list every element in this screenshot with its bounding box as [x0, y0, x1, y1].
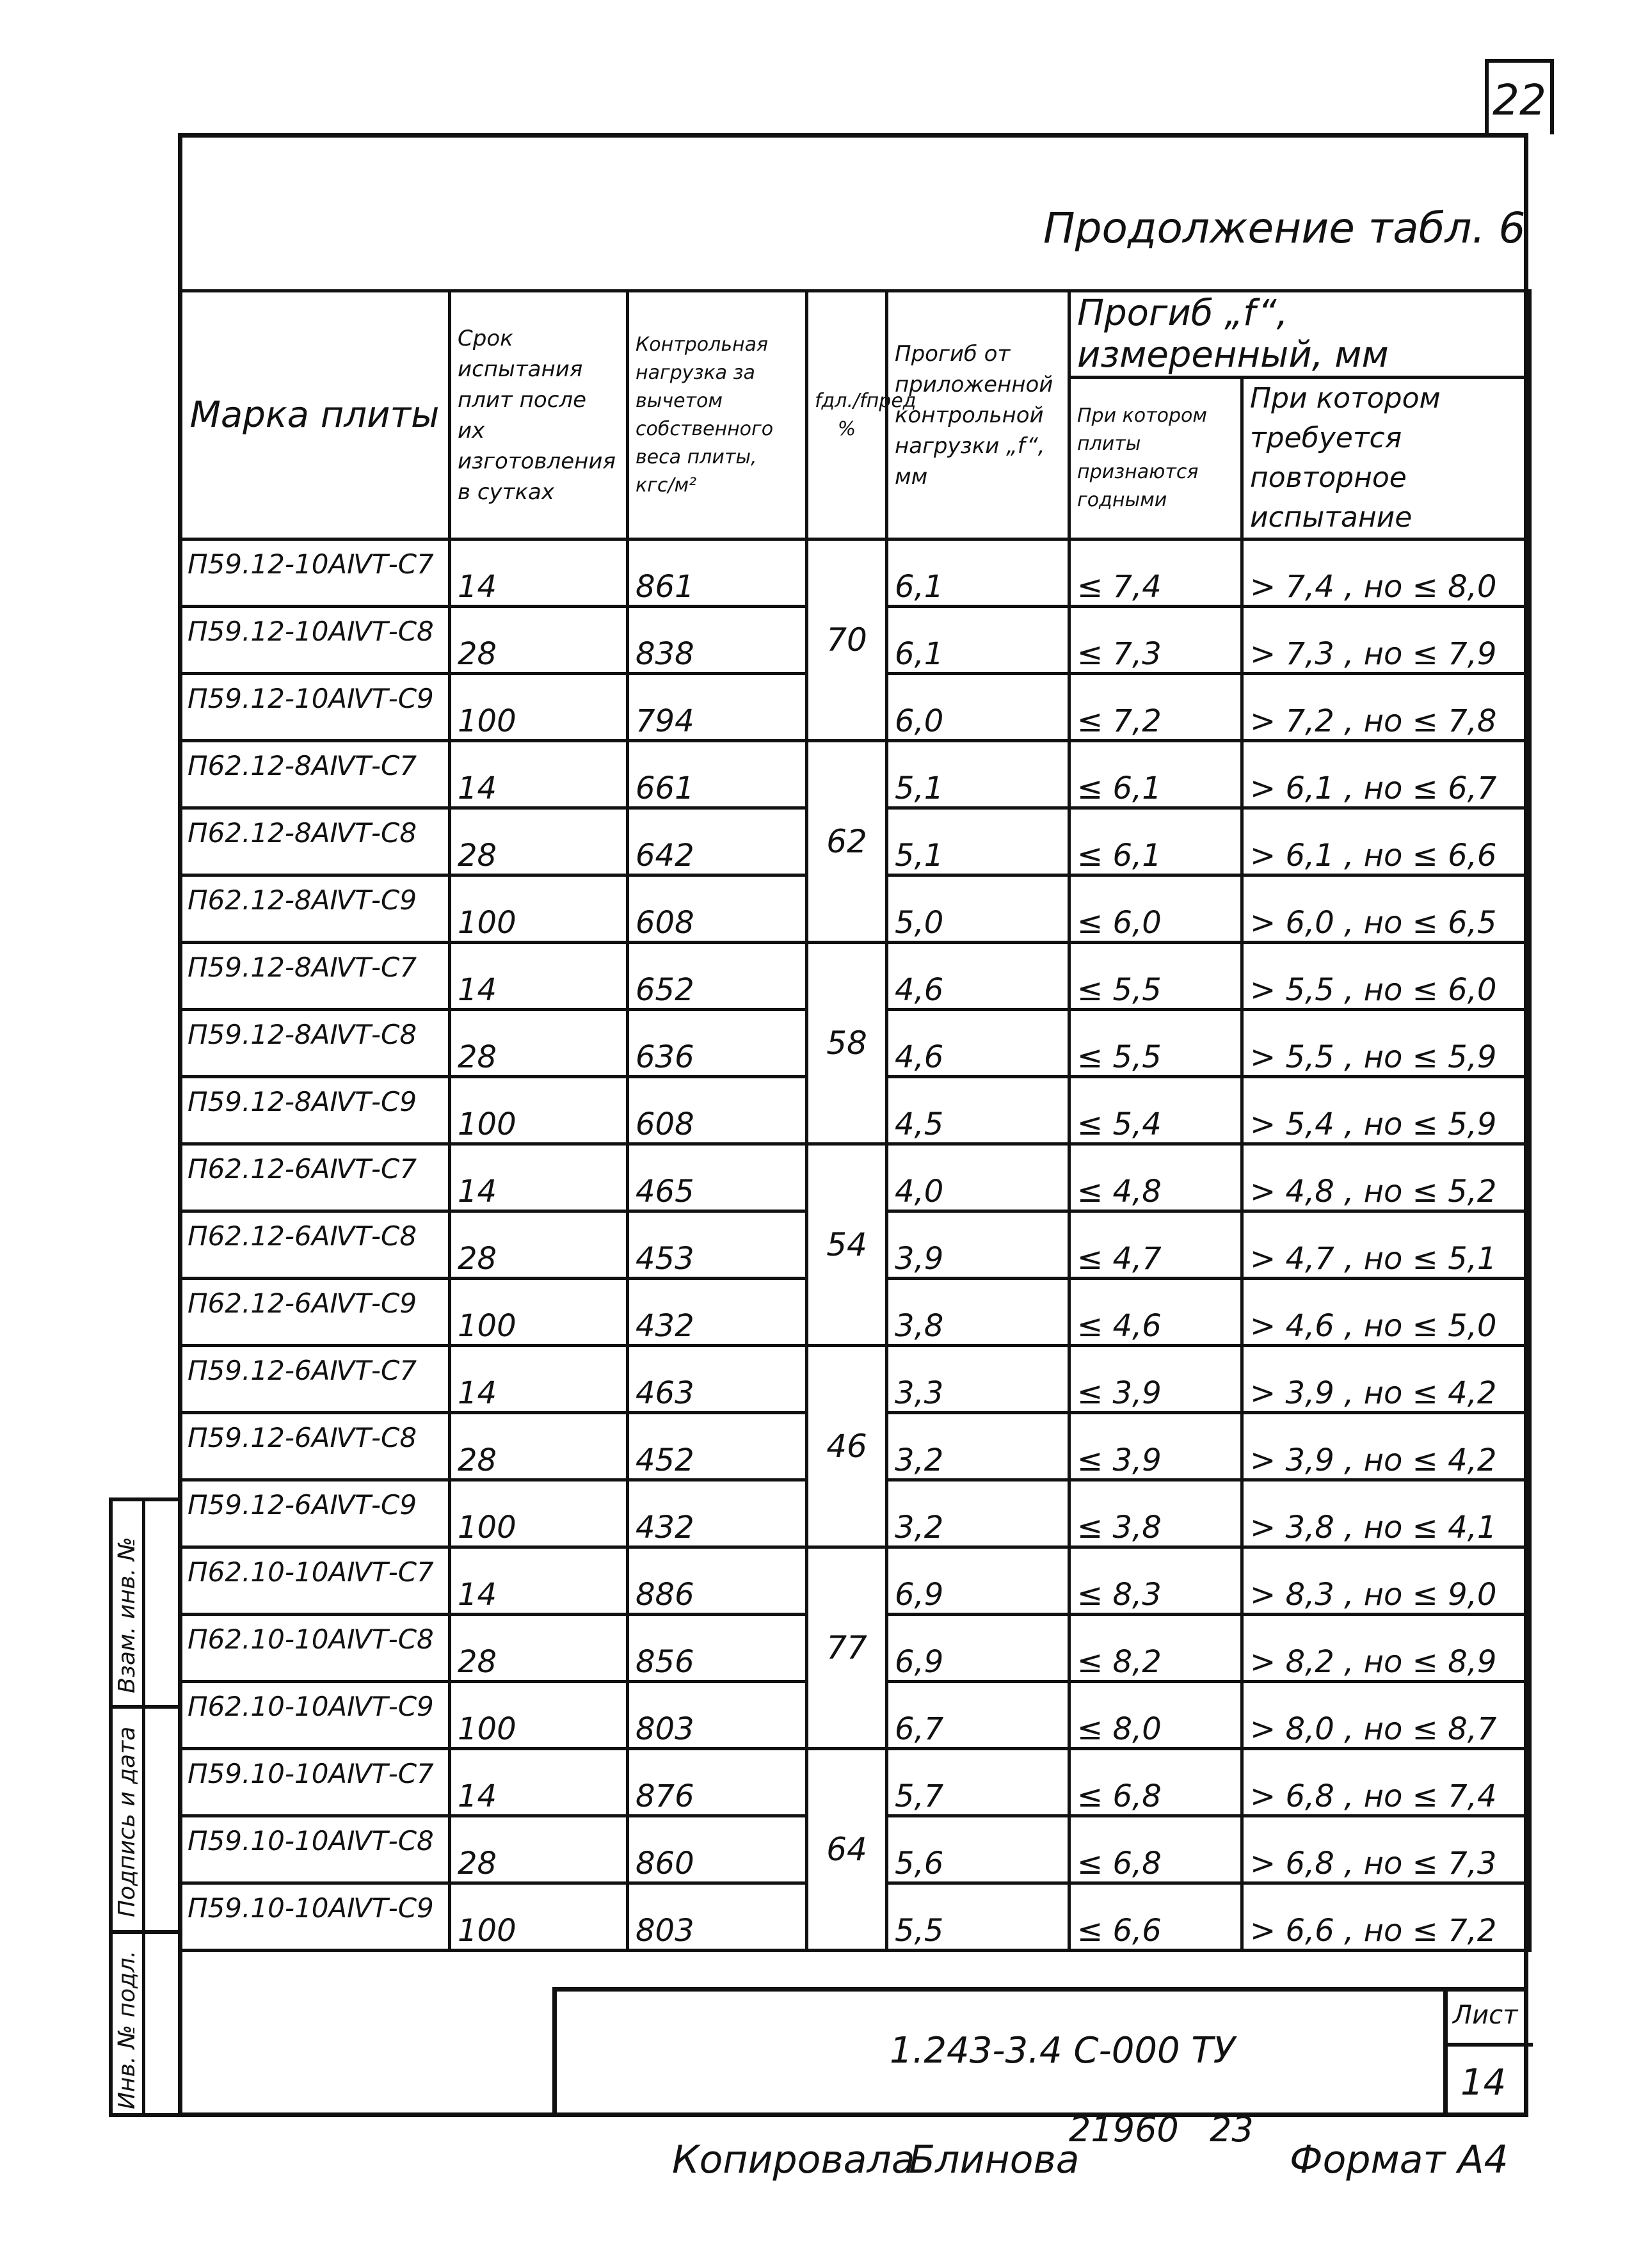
cell-deflection: 3,9 [887, 1211, 1069, 1279]
header-load: Контрольная нагрузка за вычетом собственного веса плиты, кгс/м² [628, 291, 807, 539]
cell-deflection: 3,2 [887, 1480, 1069, 1547]
cell-mark: П62.12-6АⅣТ-С8 [180, 1211, 450, 1279]
cell-mark: П59.12-6АⅣТ-С8 [180, 1413, 450, 1480]
cell-mark: П59.12-8АⅣТ-С7 [180, 943, 450, 1010]
cell-fit: ≤ 6,6 [1069, 1883, 1242, 1951]
cell-ratio: 58 [807, 943, 887, 1144]
cell-ratio: 62 [807, 741, 887, 943]
cell-mark: П59.12-10АⅣТ-С8 [180, 607, 450, 674]
cell-load: 453 [628, 1211, 807, 1279]
cell-deflection: 6,9 [887, 1547, 1069, 1615]
cell-fit: ≤ 7,2 [1069, 674, 1242, 741]
cell-deflection: 5,0 [887, 875, 1069, 943]
cell-retest: > 6,0 , но ≤ 6,5 [1242, 875, 1530, 943]
cell-fit: ≤ 7,4 [1069, 539, 1242, 607]
cell-load: 838 [628, 607, 807, 674]
sheet-label: Лист [1453, 2000, 1518, 2030]
cell-fit: ≤ 5,5 [1069, 1010, 1242, 1077]
original-inv-label: Инв. № подл. [114, 1950, 140, 2109]
side-stamp-rule [113, 1705, 178, 1709]
cell-load: 636 [628, 1010, 807, 1077]
cell-term: 14 [450, 539, 628, 607]
cell-deflection: 6,1 [887, 607, 1069, 674]
cell-mark: П62.12-8АⅣТ-С9 [180, 875, 450, 943]
cell-mark: П62.12-8АⅣТ-С7 [180, 741, 450, 808]
document-code: 1.243-3.4 С-000 ТУ [890, 2030, 1235, 2072]
cell-load: 661 [628, 741, 807, 808]
cell-load: 465 [628, 1144, 807, 1211]
cell-deflection: 3,3 [887, 1346, 1069, 1413]
cell-deflection: 5,5 [887, 1883, 1069, 1951]
cell-retest: > 5,5 , но ≤ 6,0 [1242, 943, 1530, 1010]
order-number-2: 23 [1210, 2109, 1254, 2150]
cell-mark: П62.12-8АⅣТ-С8 [180, 808, 450, 875]
cell-fit: ≤ 8,2 [1069, 1615, 1242, 1682]
cell-ratio: 77 [807, 1547, 887, 1749]
cell-load: 856 [628, 1615, 807, 1682]
side-stamp-rule [113, 1930, 178, 1934]
cell-mark: П59.10-10АⅣТ-С7 [180, 1749, 450, 1816]
cell-term: 14 [450, 741, 628, 808]
cell-term: 100 [450, 1682, 628, 1749]
cell-term: 28 [450, 1816, 628, 1883]
cell-term: 14 [450, 1144, 628, 1211]
cell-mark: П59.12-10АⅣТ-С7 [180, 539, 450, 607]
cell-fit: ≤ 6,1 [1069, 741, 1242, 808]
cell-load: 652 [628, 943, 807, 1010]
cell-fit: ≤ 8,3 [1069, 1547, 1242, 1615]
header-ratio: fдл./fпред % [807, 291, 887, 539]
cell-term: 100 [450, 674, 628, 741]
cell-deflection: 6,7 [887, 1682, 1069, 1749]
cell-retest: > 7,2 , но ≤ 7,8 [1242, 674, 1530, 741]
cell-deflection: 4,6 [887, 1010, 1069, 1077]
cell-deflection: 5,1 [887, 741, 1069, 808]
header-retest: При котором требуется повторное испытание [1242, 378, 1530, 539]
cell-retest: > 5,5 , но ≤ 5,9 [1242, 1010, 1530, 1077]
cell-mark: П59.12-6АⅣТ-С9 [180, 1480, 450, 1547]
cell-fit: ≤ 3,9 [1069, 1346, 1242, 1413]
cell-deflection: 5,1 [887, 808, 1069, 875]
cell-load: 463 [628, 1346, 807, 1413]
cell-fit: ≤ 5,5 [1069, 943, 1242, 1010]
cell-ratio: 46 [807, 1346, 887, 1547]
cell-term: 14 [450, 1547, 628, 1615]
cell-load: 860 [628, 1816, 807, 1883]
cell-retest: > 4,6 , но ≤ 5,0 [1242, 1279, 1530, 1346]
cell-load: 803 [628, 1883, 807, 1951]
cell-deflection: 5,7 [887, 1749, 1069, 1816]
sheet-number: 22 [1485, 59, 1554, 134]
cell-term: 28 [450, 1615, 628, 1682]
cell-mark: П59.12-8АⅣТ-С9 [180, 1077, 450, 1144]
cell-term: 100 [450, 875, 628, 943]
cell-retest: > 3,9 , но ≤ 4,2 [1242, 1346, 1530, 1413]
cell-deflection: 3,2 [887, 1413, 1069, 1480]
cell-load: 861 [628, 539, 807, 607]
cell-deflection: 3,8 [887, 1279, 1069, 1346]
cell-load: 608 [628, 875, 807, 943]
copied-label: Копировала [672, 2137, 915, 2182]
cell-term: 100 [450, 1480, 628, 1547]
cell-fit: ≤ 4,6 [1069, 1279, 1242, 1346]
cell-deflection: 6,9 [887, 1615, 1069, 1682]
cell-mark: П62.12-6АⅣТ-С7 [180, 1144, 450, 1211]
cell-load: 642 [628, 808, 807, 875]
cell-fit: ≤ 3,8 [1069, 1480, 1242, 1547]
cell-term: 14 [450, 943, 628, 1010]
side-stamp [109, 1497, 178, 2117]
cell-retest: > 4,7 , но ≤ 5,1 [1242, 1211, 1530, 1279]
format-label: Формат А4 [1290, 2137, 1509, 2182]
cell-mark: П62.12-6АⅣТ-С9 [180, 1279, 450, 1346]
cell-load: 794 [628, 674, 807, 741]
cell-deflection: 4,0 [887, 1144, 1069, 1211]
cell-mark: П59.12-8АⅣТ-С8 [180, 1010, 450, 1077]
cell-load: 886 [628, 1547, 807, 1615]
side-stamp-divider [142, 1501, 145, 2117]
cell-term: 28 [450, 1413, 628, 1480]
cell-retest: > 5,4 , но ≤ 5,9 [1242, 1077, 1530, 1144]
table-subtitle: Продолжение табл. 6 [1043, 204, 1526, 253]
cell-term: 14 [450, 1346, 628, 1413]
cell-retest: > 8,3 , но ≤ 9,0 [1242, 1547, 1530, 1615]
cell-deflection: 6,1 [887, 539, 1069, 607]
cell-retest: > 6,1 , но ≤ 6,7 [1242, 741, 1530, 808]
cell-retest: > 3,9 , но ≤ 4,2 [1242, 1413, 1530, 1480]
cell-term: 100 [450, 1077, 628, 1144]
cell-load: 876 [628, 1749, 807, 1816]
cell-load: 432 [628, 1480, 807, 1547]
cell-mark: П59.10-10АⅣТ-С8 [180, 1816, 450, 1883]
cell-retest: > 6,8 , но ≤ 7,3 [1242, 1816, 1530, 1883]
cell-fit: ≤ 6,1 [1069, 808, 1242, 875]
header-mark: Марка плиты [180, 291, 450, 539]
cell-retest: > 4,8 , но ≤ 5,2 [1242, 1144, 1530, 1211]
cell-fit: ≤ 3,9 [1069, 1413, 1242, 1480]
cell-term: 28 [450, 607, 628, 674]
cell-mark: П62.10-10АⅣТ-С7 [180, 1547, 450, 1615]
cell-term: 28 [450, 808, 628, 875]
cell-retest: > 6,1 , но ≤ 6,6 [1242, 808, 1530, 875]
cell-ratio: 54 [807, 1144, 887, 1346]
cell-mark: П62.10-10АⅣТ-С8 [180, 1615, 450, 1682]
cell-retest: > 7,4 , но ≤ 8,0 [1242, 539, 1530, 607]
cell-deflection: 4,6 [887, 943, 1069, 1010]
cell-term: 100 [450, 1883, 628, 1951]
cell-load: 608 [628, 1077, 807, 1144]
cell-fit: ≤ 6,8 [1069, 1816, 1242, 1883]
cell-term: 100 [450, 1279, 628, 1346]
order-number: 21960 [1069, 2109, 1179, 2150]
cell-fit: ≤ 4,7 [1069, 1211, 1242, 1279]
cell-fit: ≤ 4,8 [1069, 1144, 1242, 1211]
deflection-table [178, 289, 1532, 1952]
title-block [552, 1987, 1528, 2117]
cell-term: 28 [450, 1010, 628, 1077]
cell-deflection: 5,6 [887, 1816, 1069, 1883]
signature-date-label: Подпись и дата [114, 1726, 140, 1917]
cell-load: 432 [628, 1279, 807, 1346]
cell-load: 803 [628, 1682, 807, 1749]
header-fit: При котором плиты признаются годными [1069, 378, 1242, 539]
cell-term: 14 [450, 1749, 628, 1816]
cell-term: 28 [450, 1211, 628, 1279]
cell-retest: > 6,8 , но ≤ 7,4 [1242, 1749, 1530, 1816]
cell-fit: ≤ 6,0 [1069, 875, 1242, 943]
copied-name: Блинова [909, 2137, 1080, 2182]
cell-retest: > 7,3 , но ≤ 7,9 [1242, 607, 1530, 674]
header-measured: Прогиб „f“, измеренный, мм [1069, 291, 1530, 378]
cell-fit: ≤ 7,3 [1069, 607, 1242, 674]
replace-inv-label: Взам. инв. № [114, 1537, 140, 1693]
title-block-divider [1443, 1992, 1448, 2117]
header-term: Срок испытания плит после их изготовления в сутках [450, 291, 628, 539]
cell-ratio: 64 [807, 1749, 887, 1951]
cell-load: 452 [628, 1413, 807, 1480]
cell-mark: П62.10-10АⅣТ-С9 [180, 1682, 450, 1749]
cell-fit: ≤ 5,4 [1069, 1077, 1242, 1144]
cell-fit: ≤ 8,0 [1069, 1682, 1242, 1749]
cell-mark: П59.10-10АⅣТ-С9 [180, 1883, 450, 1951]
cell-retest: > 8,2 , но ≤ 8,9 [1242, 1615, 1530, 1682]
cell-ratio: 70 [807, 539, 887, 741]
cell-mark: П59.12-10АⅣТ-С9 [180, 674, 450, 741]
title-block-rule [1443, 2043, 1533, 2047]
cell-retest: > 8,0 , но ≤ 8,7 [1242, 1682, 1530, 1749]
cell-retest: > 6,6 , но ≤ 7,2 [1242, 1883, 1530, 1951]
cell-fit: ≤ 6,8 [1069, 1749, 1242, 1816]
cell-deflection: 4,5 [887, 1077, 1069, 1144]
cell-mark: П59.12-6АⅣТ-С7 [180, 1346, 450, 1413]
cell-deflection: 6,0 [887, 674, 1069, 741]
header-deflection: Прогиб от приложенной контрольной нагрузки „f“, мм [887, 291, 1069, 539]
sheet-value: 14 [1461, 2062, 1507, 2104]
cell-retest: > 3,8 , но ≤ 4,1 [1242, 1480, 1530, 1547]
